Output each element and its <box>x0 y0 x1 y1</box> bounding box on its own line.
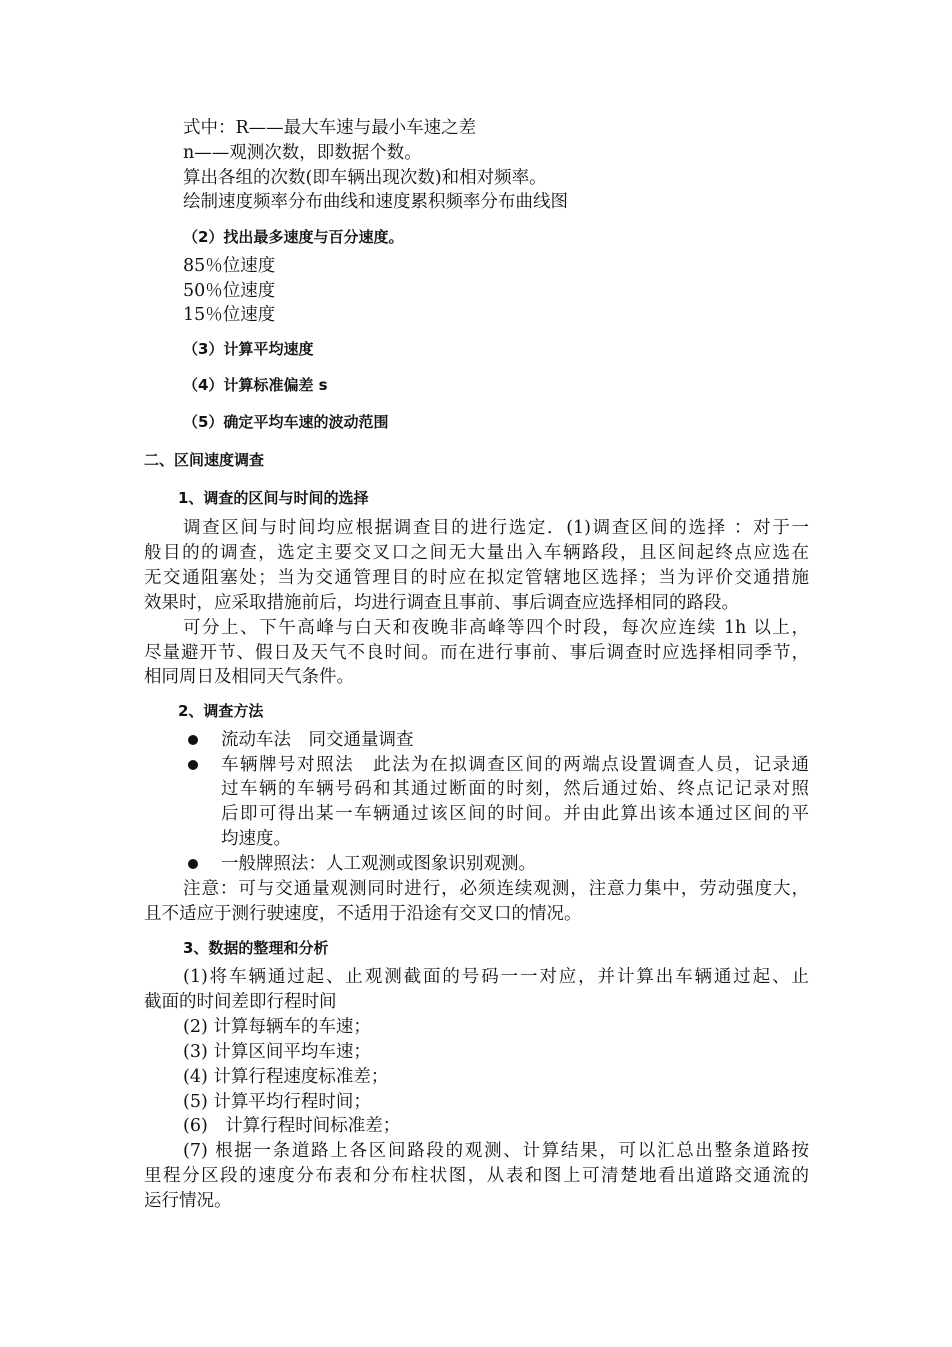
section2-heading: 二、区间速度调查 <box>144 451 265 469</box>
step2-heading: （2）找出最多速度与百分速度。 <box>183 228 404 246</box>
formula-r-line: 式中：R——最大车速与最小车速之差 <box>183 118 477 138</box>
sub1-para1-line3: 无交通阻塞处；当为交通管理目的时应在拟定管辖地区选择；当为评价交通措施 <box>144 568 809 588</box>
percentile-50: 50％位速度 <box>183 281 276 301</box>
bullet-item-1: 流动车法 同交通量调查 <box>221 730 414 750</box>
item7-line2: 里程分区段的速度分布表和分布柱状图，从表和图上可清楚地看出道路交通流的 <box>144 1166 809 1186</box>
sub1-para2-line2: 尽量避开节、假日及天气不良时间。而在进行事前、事后调查时应选择相同季节， <box>144 643 809 663</box>
item1-line1: (1)将车辆通过起、止观测截面的号码一一对应，并计算出车辆通过起、止 <box>183 967 809 987</box>
sub1-para1-line2: 般目的的调查，选定主要交叉口之间无大量出入车辆路段，且区间起终点应选在 <box>144 543 809 563</box>
draw-line: 绘制速度频率分布曲线和速度累积频率分布曲线图 <box>183 192 568 212</box>
sub1-para2-line1: 可分上、下午高峰与白天和夜晚非高峰等四个时段，每次应连续 1h 以上， <box>183 618 809 638</box>
item3: (3) 计算区间平均车速； <box>183 1042 371 1062</box>
sub1-para2-line3: 相同周日及相同天气条件。 <box>144 667 354 687</box>
bullet-item-2-line4: 均速度。 <box>221 829 291 849</box>
count-line: 算出各组的次数(即车辆出现次数)和相对频率。 <box>183 168 547 188</box>
item6: (6) 计算行程时间标准差； <box>183 1116 401 1136</box>
sub2-heading: 2、调查方法 <box>178 702 264 720</box>
bullet-item-2-line1: 车辆牌号对照法 此法为在拟调查区间的两端点设置调查人员，记录通 <box>221 755 809 775</box>
percentile-85: 85％位速度 <box>183 256 276 276</box>
item5: (5) 计算平均行程时间； <box>183 1092 371 1112</box>
step4-heading: （4）计算标准偏差 s <box>183 376 328 394</box>
bullet-dot-2 <box>188 760 198 770</box>
bullet-dot-1 <box>188 735 198 745</box>
sub1-para1-line4: 效果时，应采取措施前后，均进行调查且事前、事后调查应选择相同的路段。 <box>144 593 739 613</box>
sub1-heading: 1、调查的区间与时间的选择 <box>178 489 369 507</box>
bullet-item-2-line3: 后即可得出某一车辆通过该区间的时间。并由此算出该本通过区间的平 <box>221 804 809 824</box>
percentile-15: 15％位速度 <box>183 305 276 325</box>
note-line2: 且不适应于测行驶速度，不适用于沿途有交叉口的情况。 <box>144 904 582 924</box>
item4: (4) 计算行程速度标准差； <box>183 1067 389 1087</box>
item7-line3: 运行情况。 <box>144 1191 232 1211</box>
sub3-heading: 3、数据的整理和分析 <box>183 939 329 957</box>
step5-heading: （5）确定平均车速的波动范围 <box>183 413 389 431</box>
note-line1: 注意：可与交通量观测同时进行，必须连续观测，注意力集中，劳动强度大， <box>183 879 809 899</box>
bullet-item-3: 一般牌照法：人工观测或图象识别观测。 <box>221 854 536 874</box>
item7-line1: (7) 根据一条道路上各区间路段的观测、计算结果，可以汇总出整条道路按 <box>183 1141 809 1161</box>
formula-n-line: n——观测次数，即数据个数。 <box>183 143 422 163</box>
sub1-para1-line1: 调查区间与时间均应根据调查目的进行选定．(1)调查区间的选择 ：对于一 <box>183 518 809 538</box>
bullet-dot-3 <box>188 859 198 869</box>
item1-line2: 截面的时间差即行程时间 <box>144 992 337 1012</box>
step3-heading: （3）计算平均速度 <box>183 340 314 358</box>
bullet-item-2-line2: 过车辆的车辆号码和其通过断面的时刻，然后通过始、终点记记录对照 <box>221 779 809 799</box>
item2: (2) 计算每辆车的车速； <box>183 1017 371 1037</box>
